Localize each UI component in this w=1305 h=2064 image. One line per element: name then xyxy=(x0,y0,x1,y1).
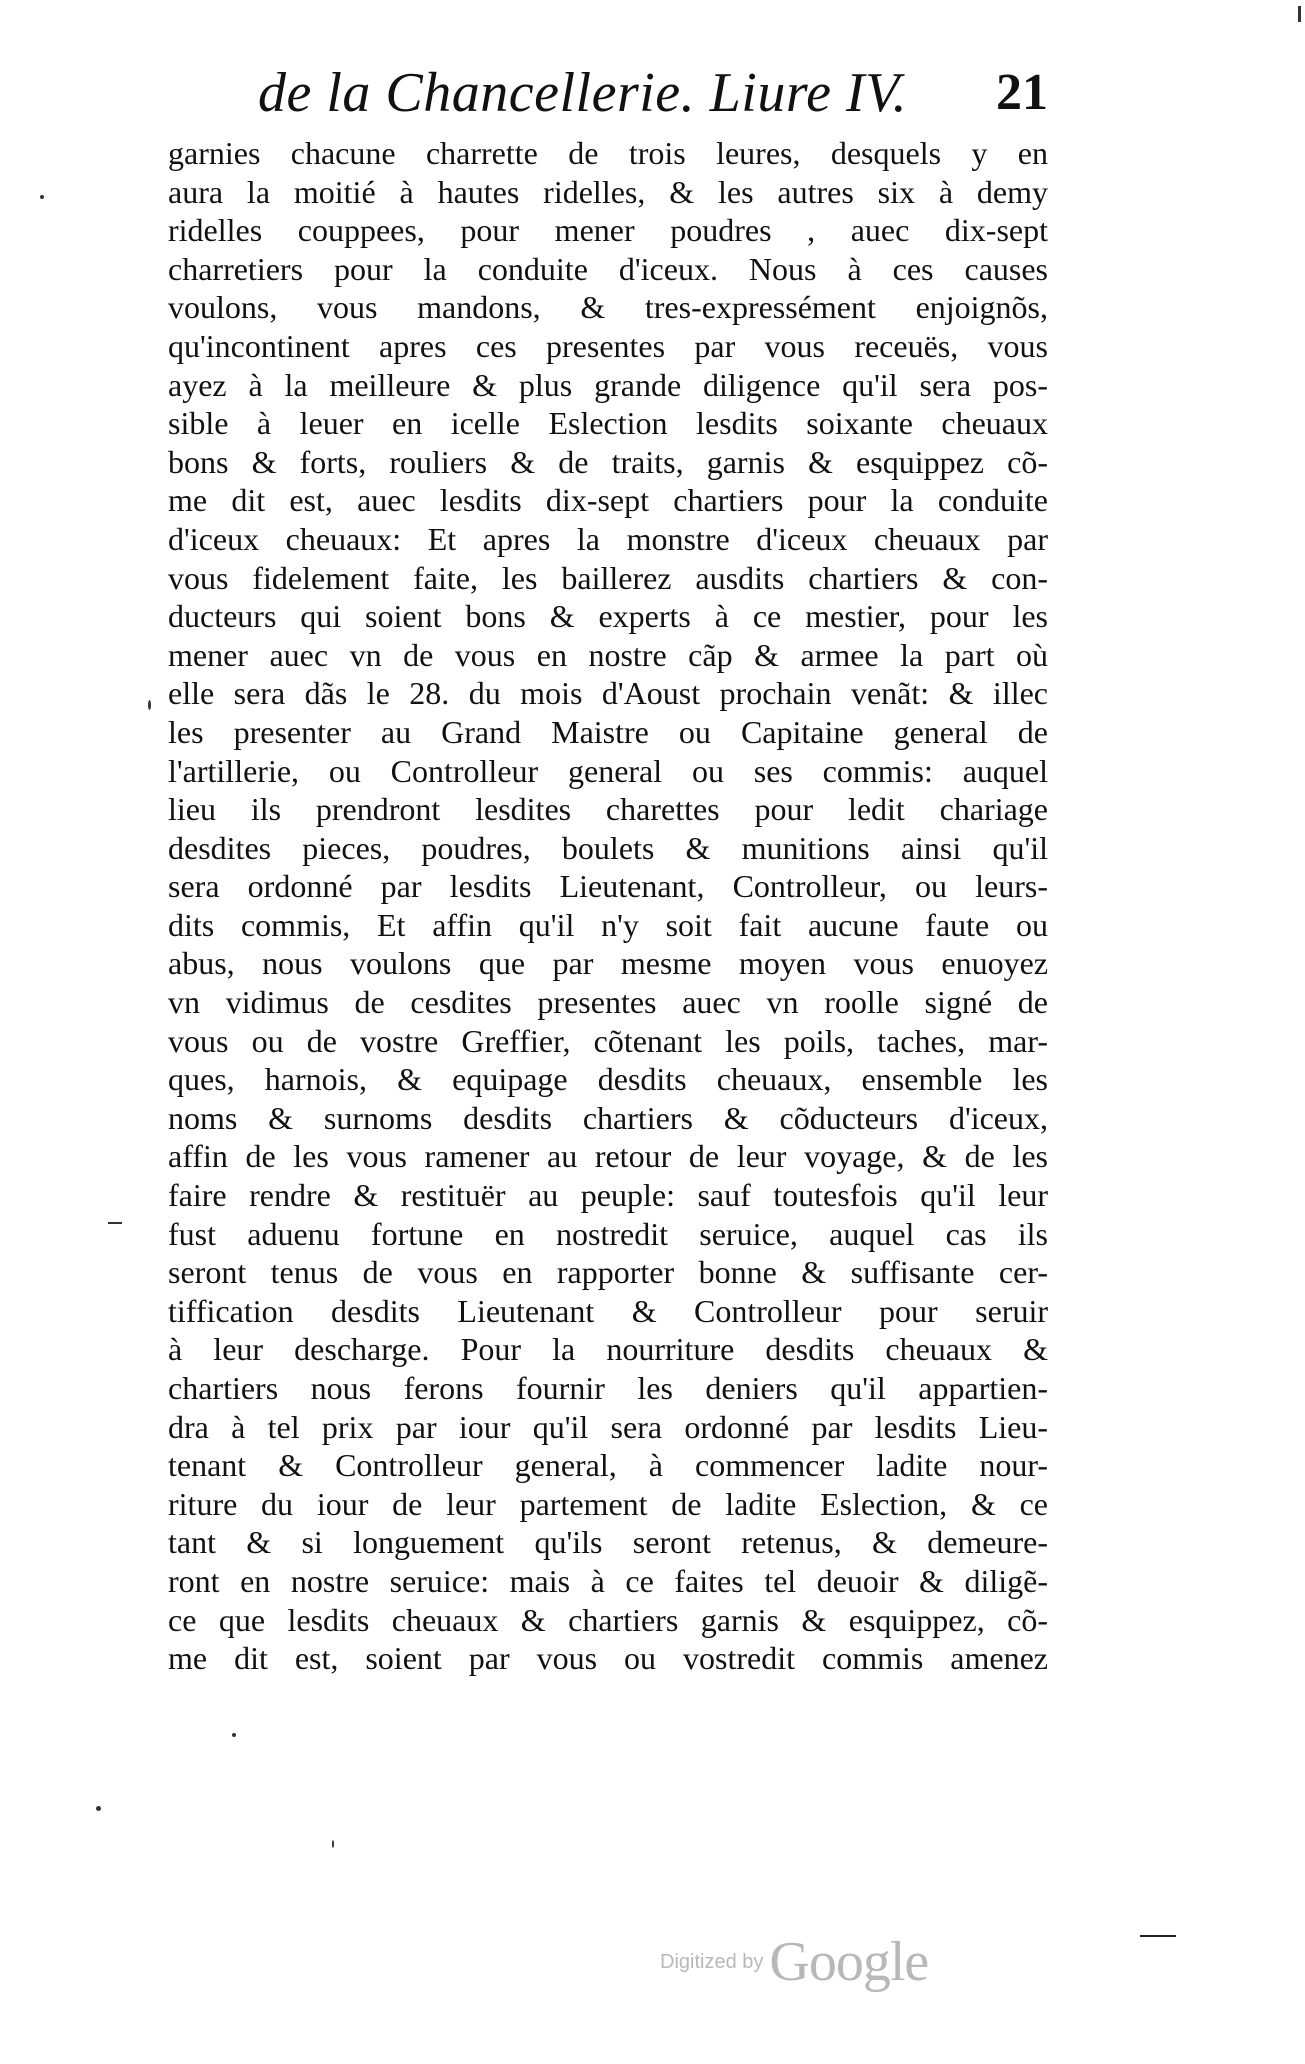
text-line: d'iceux cheuaux: Et apres la monstre d'iceux cheuaux par xyxy=(168,520,1048,557)
text-line: fust aduenu fortune en nostredit seruice, auquel cas ils xyxy=(168,1215,1048,1252)
text-line: faire rendre & restituër au peuple: sauf toutesfois qu'il leur xyxy=(168,1177,1048,1214)
text-line: ce que lesdits cheuaux & chartiers garnis & esquippez, cõ- xyxy=(168,1601,1048,1638)
text-line: bons & forts, rouliers & de traits, garnis & esquippez cõ- xyxy=(168,443,1048,480)
text-line: dits commis, Et affin qu'il n'y soit fait aucune faute ou xyxy=(168,906,1048,943)
text-line: elle sera dãs le 28. du mois d'Aoust prochain venãt: & illec xyxy=(168,675,1048,712)
scan-speck xyxy=(332,1840,334,1848)
text-line: ducteurs qui soient bons & experts à ce mestier, pour les xyxy=(168,598,1048,635)
text-line: l'artillerie, ou Controlleur general ou ses commis: auquel xyxy=(168,752,1048,789)
text-line: vous ou de vostre Greffier, cõtenant les poils, taches, mar- xyxy=(168,1022,1048,1059)
body-text xyxy=(168,134,1048,1678)
text-line: seront tenus de vous en rapporter bonne & suffisante cer- xyxy=(168,1254,1048,1291)
text-line: lieu ils prendront lesdites charettes pour ledit chariage xyxy=(168,791,1048,828)
scan-speck xyxy=(108,1222,122,1224)
text-line: riture du iour de leur partement de ladite Eslection, & ce xyxy=(168,1485,1048,1522)
scan-speck xyxy=(40,195,44,199)
text-line: me dit est, soient par vous ou vostredit commis amenez xyxy=(168,1640,1048,1677)
text-line: sera ordonné par lesdits Lieutenant, Controlleur, ou leurs- xyxy=(168,868,1048,905)
text-line: dra à tel prix par iour qu'il sera ordonné par lesdits Lieu- xyxy=(168,1408,1048,1445)
watermark-prefix: Digitized by xyxy=(660,1951,764,1973)
google-logo: Google xyxy=(769,1931,929,1993)
text-line: aura la moitié à hautes ridelles, & les autres six à demy xyxy=(168,173,1048,210)
scan-speck xyxy=(96,1806,101,1811)
text-line: vn vidimus de cesdites presentes auec vn roolle signé de xyxy=(168,984,1048,1021)
running-head: de la Chancellerie. Liure IV. xyxy=(258,62,908,124)
text-line: ridelles couppees, pour mener poudres , auec dix-sept xyxy=(168,212,1048,249)
text-line: vous fidelement faite, les baillerez ausdits chartiers & con- xyxy=(168,559,1048,596)
text-line: sible à leuer en icelle Eslection lesdits soixante cheuaux xyxy=(168,405,1048,442)
text-line: noms & surnoms desdits chartiers & cõducteurs d'iceux, xyxy=(168,1099,1048,1136)
text-line: voulons, vous mandons, & tres-expressément enjoignõs, xyxy=(168,289,1048,326)
margin-rule xyxy=(1140,1935,1176,1937)
scan-speck xyxy=(232,1733,236,1737)
text-line: affin de les vous ramener au retour de leur voyage, & de les xyxy=(168,1138,1048,1175)
text-line: me dit est, auec lesdits dix-sept chartiers pour la conduite xyxy=(168,482,1048,519)
text-line: charretiers pour la conduite d'iceux. Nous à ces causes xyxy=(168,250,1048,287)
text-line: ayez à la meilleure & plus grande diligence qu'il sera pos- xyxy=(168,366,1048,403)
text-line: chartiers nous ferons fournir les deniers qu'il appartien- xyxy=(168,1370,1048,1406)
text-line: garnies chacune charrette de trois leures, desquels y en xyxy=(168,135,1048,171)
digitized-watermark xyxy=(660,1930,928,2000)
page-header xyxy=(258,58,1048,128)
text-line: tiffication desdits Lieutenant & Controlleur pour seruir xyxy=(168,1292,1048,1329)
text-line: abus, nous voulons que par mesme moyen vous enuoyez xyxy=(168,945,1048,982)
page-number: 21 xyxy=(996,64,1048,121)
text-line: mener auec vn de vous en nostre cãp & armee la part où xyxy=(168,636,1048,673)
text-line: ront en nostre seruice: mais à ce faites tel deuoir & diligẽ- xyxy=(168,1562,1048,1599)
text-line: tenant & Controlleur general, à commencer ladite nour- xyxy=(168,1447,1048,1484)
text-line: les presenter au Grand Maistre ou Capitaine general de xyxy=(168,713,1048,750)
text-line: qu'incontinent apres ces presentes par vous receuës, vous xyxy=(168,327,1048,364)
text-line: tant & si longuement qu'ils seront retenus, & demeure- xyxy=(168,1524,1048,1561)
text-line: ques, harnois, & equipage desdits cheuaux, ensemble les xyxy=(168,1061,1048,1098)
scan-speck xyxy=(1298,6,1301,22)
text-line: desdites pieces, poudres, boulets & munitions ainsi qu'il xyxy=(168,829,1048,866)
text-line: à leur descharge. Pour la nourriture desdits cheuaux & xyxy=(168,1331,1048,1368)
scan-speck xyxy=(148,700,151,710)
